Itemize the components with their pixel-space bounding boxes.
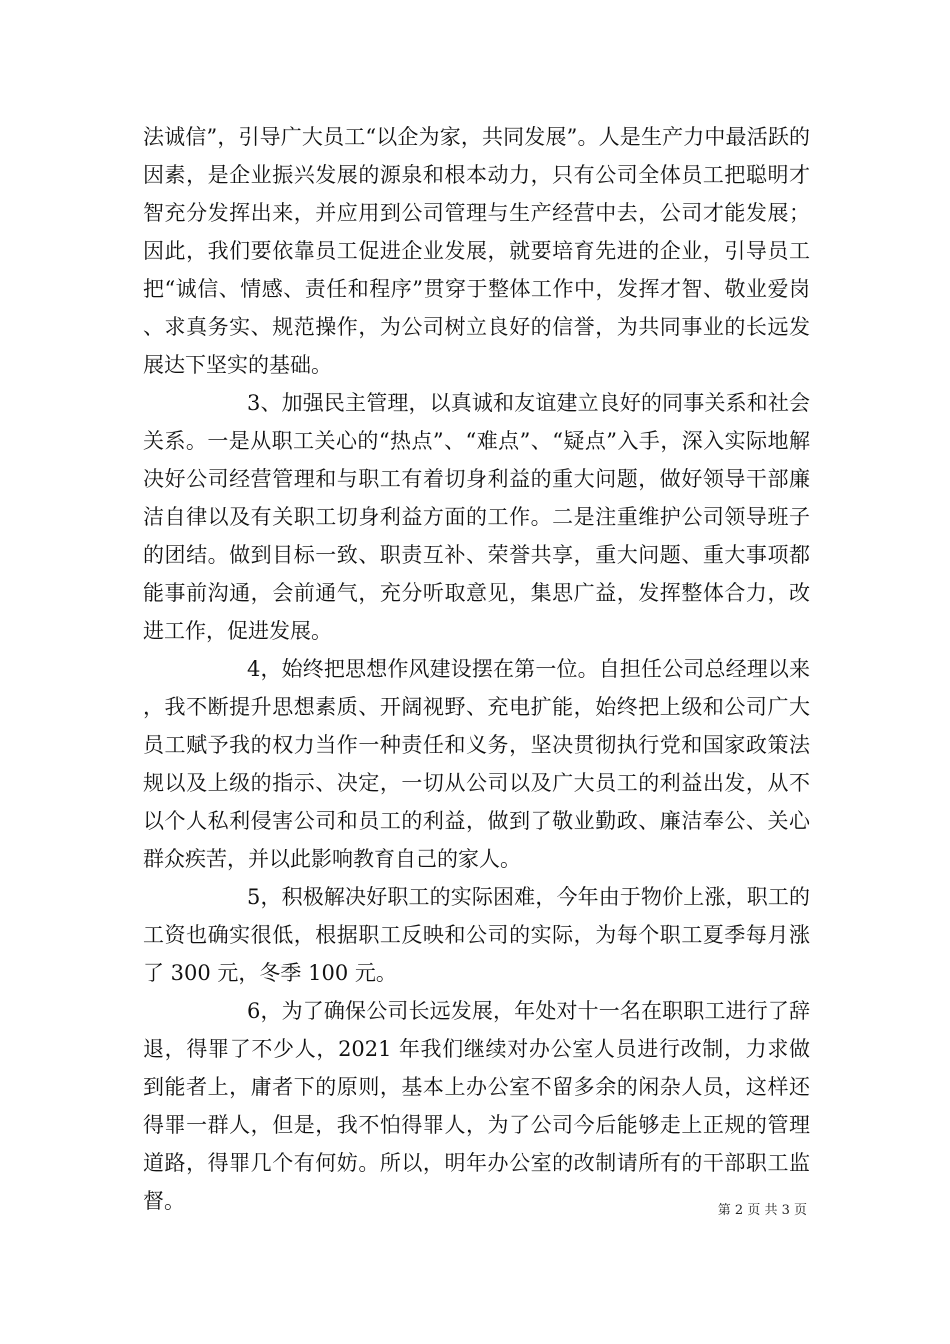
paragraph-continuation: 法诚信”，引导广大员工“以企为家，共同发展”。人是生产力中最活跃的因素，是企业振兴发展的源泉和根本动力，只有公司全体员工把聪明才智充分发挥出来，并应用到公司管理与生产经营中去，公司才能发展；因此，我们要依靠员工促进企业发展，就要培育先进的企业，引导员工把“诚信、情感、责任和程序”贯穿于整体工作中，发挥才智、敬业爱岗、求真务实、规范操作，为公司树立良好的信誉，为共同事业的长远发展达下坚实的基础。: [143, 125, 810, 377]
page-number-footer: 第 2 页 共 3 页: [717, 1203, 807, 1218]
paragraph-4-work-style: 4，始终把思想作风建设摆在第一位。自担任公司总经理以来，我不断提升思想素质、开阔视野、充电扩能，始终把上级和公司广大员工赋予我的权力当作一种责任和义务，坚决贯彻执行党和国家政策法规以及上级的指示、决定，一切从公司以及广大员工的利益出发，从不以个人私利侵害公司和员工的利益，做到了敬业勤政、廉洁奉公、关心群众疾苦，并以此影响教育自己的家人。: [143, 657, 810, 871]
paragraph-5-staff-difficulties: 5，积极解决好职工的实际困难，今年由于物价上涨，职工的工资也确实很低，根据职工反映和公司的实际，为每个职工夏季每月涨了 300 元，冬季 100 元。: [143, 885, 810, 985]
document-body: [143, 118, 810, 1220]
paragraph-3-democratic-management: 3、加强民主管理，以真诚和友谊建立良好的同事关系和社会关系。一是从职工关心的“热点”、“难点”、“疑点”入手，深入实际地解决好公司经营管理和与职工有着切身利益的重大问题，做好领导干部廉洁自律以及有关职工切身利益方面的工作。二是注重维护公司领导班子的团结。做到目标一致、职责互补、荣誉共享，重大问题、重大事项都能事前沟通，会前通气，充分听取意见，集思广益，发挥整体合力，改进工作，促进发展。: [143, 391, 810, 643]
paragraph-6-office-reform: 6，为了确保公司长远发展，年处对十一名在职职工进行了辞退，得罪了不少人，2021 年我们继续对办公室人员进行改制，力求做到能者上，庸者下的原则，基本上办公室不留多余的闲杂人员，这样还得罪一群人，但是，我不怕得罪人，为了公司今后能够走上正规的管理道路，得罪几个有何妨。所以，明年办公室的改制请所有的干部职工监督。: [143, 999, 810, 1213]
